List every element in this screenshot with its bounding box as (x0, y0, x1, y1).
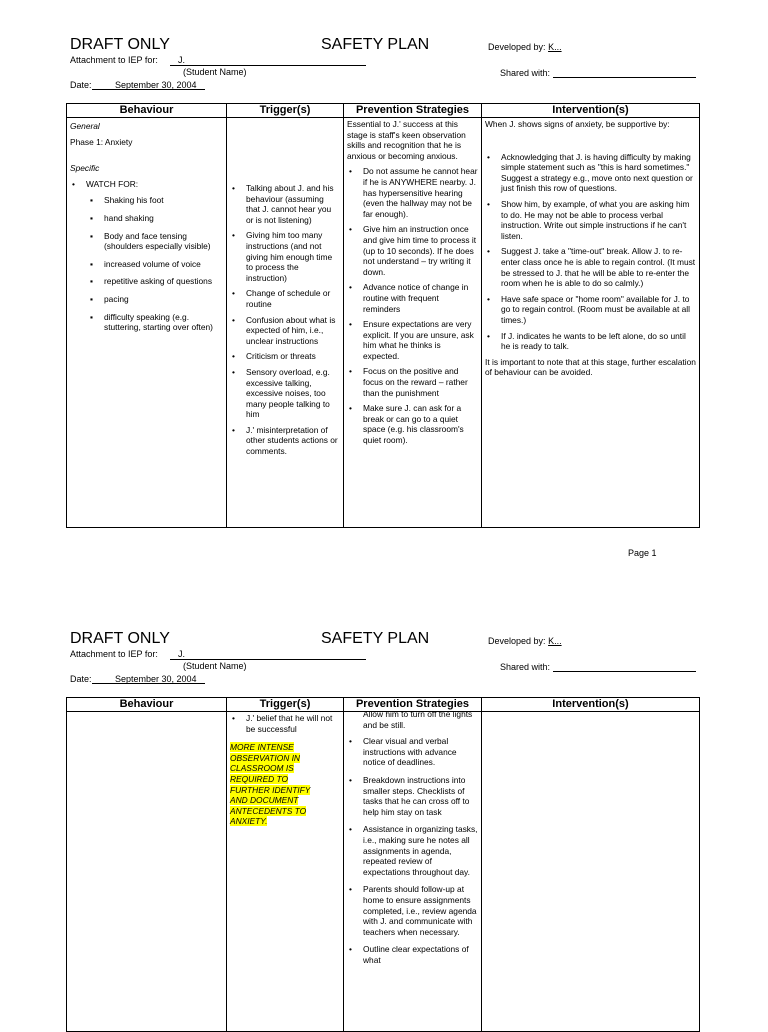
list-item: • Ensure expectations are very explicit. If you are unsure, ask him what he thinks is expected. (347, 319, 478, 361)
page-number: Page 1 (628, 548, 657, 558)
list-item: • Outline clear expectations of what (347, 944, 478, 965)
list-item: • Clear visual and verbal instructions with advance notice of deadlines. (347, 736, 478, 768)
developed-by (488, 636, 562, 646)
list-item: ▪ Shaking his foot (70, 195, 223, 206)
list-item: • Make sure J. can ask for a break or can go to a quiet space (e.g. his classroom's quiet room). (347, 403, 478, 445)
interventions-list (485, 152, 696, 352)
student-name-caption: (Student Name) (183, 661, 247, 671)
list-item: • Give him an instruction once and give him time to process it (up to 10 seconds). If he does not understand – try writing it down. (347, 224, 478, 277)
triggers-list (230, 183, 340, 457)
table-header-row (67, 104, 700, 118)
list-item: • Suggest J. take a "time-out" break. Allow J. to re-enter class once he is able to regain control. (It must be stressed to J. that he will be able to re-enter the room when he is able to do so calmly.) (485, 246, 696, 288)
date-label: Date: (70, 80, 92, 90)
attachment-label: Attachment to IEP for: (70, 55, 158, 65)
prevention-continued: Allow him to turn off the lights and be still. (363, 709, 473, 730)
list-item: • Focus on the positive and focus on the reward – rather than the punishment (347, 366, 478, 398)
draft-label: DRAFT ONLY (70, 630, 170, 647)
developed-by-value: K... (548, 42, 562, 52)
column-header-triggers: Trigger(s) (227, 104, 344, 118)
intervention-intro: When J. shows signs of anxiety, be supportive by: (485, 119, 670, 129)
prevention-cell (344, 118, 482, 528)
developed-by-label: Developed by: (488, 636, 546, 646)
developed-by-label: Developed by: (488, 42, 546, 52)
list-item: ▪ pacing (70, 294, 223, 305)
list-item: ▪ difficulty speaking (e.g. stuttering, starting over often) (70, 312, 223, 333)
triggers-cell (227, 118, 344, 528)
shared-with-label: Shared with: (500, 68, 551, 78)
phase-label: Phase 1: Anxiety (70, 136, 133, 147)
developed-by-value: K... (548, 636, 562, 646)
list-item: ▪ Body and face tensing (shoulders especially visible) (70, 231, 223, 252)
list-item: • J.' belief that he will not be successful (230, 713, 340, 734)
triggers-list (230, 713, 340, 734)
safety-plan-table (66, 697, 700, 1032)
safety-plan-table (66, 103, 700, 528)
list-item: • Talking about J. and his behaviour (assuming that J. cannot hear you or is not listening) (230, 183, 340, 225)
triggers-cell (227, 712, 344, 1032)
date-label: Date: (70, 674, 92, 684)
list-item: ▪ hand shaking (70, 213, 223, 224)
table-row (67, 712, 700, 1032)
prevention-list (347, 736, 478, 965)
observation-note (230, 742, 340, 827)
prevention-intro: Essential to J.' success at this stage is staff's keen observation skills and recognition that he is anxious or becoming anxious. (347, 119, 466, 161)
interventions-cell (482, 712, 700, 1032)
column-header-behaviour: Behaviour (67, 104, 227, 118)
list-item: • WATCH FOR: (70, 179, 223, 190)
list-item: • Show him, by example, of what you are asking him to do. He may not be able to process verbal instruction. Write out simple instructions if he can't listen. (485, 199, 696, 241)
watch-for-list (70, 179, 223, 190)
list-item: • Confusion about what is expected of him, i.e., unclear instructions (230, 315, 340, 347)
list-item: • Criticism or threats (230, 351, 340, 362)
shared-with-line (553, 77, 696, 78)
attachment-value: J. (178, 649, 186, 659)
attachment-line (170, 65, 366, 66)
list-item: ▪ increased volume of voice (70, 259, 223, 270)
date-line (92, 89, 205, 90)
plan-title: SAFETY PLAN (321, 630, 430, 647)
column-header-interventions: Intervention(s) (482, 104, 700, 118)
column-header-prevention: Prevention Strategies (344, 104, 482, 118)
list-item: • Sensory overload, e.g. excessive talking, excessive noises, too many people talking to him (230, 367, 340, 420)
attachment-value: J. (178, 55, 186, 65)
list-item: • Do not assume he cannot hear if he is ANYWHERE nearby. J. has hypersensitive hearing (even the hallway may not be far enough). (347, 166, 478, 219)
list-item: • J.' misinterpretation of other students actions or comments. (230, 425, 340, 457)
highlighted-note: MORE INTENSE OBSERVATION IN CLASSROOM IS REQUIRED TO FURTHER IDENTIFY AND DOCUMENT ANTECEDENTS TO ANXIETY. (230, 742, 311, 827)
behaviour-cell (67, 118, 227, 528)
draft-label: DRAFT ONLY (70, 36, 170, 53)
column-header-behaviour: Behaviour (67, 698, 227, 712)
general-label: General (70, 121, 100, 131)
date-value: September 30, 2004 (115, 674, 197, 684)
list-item: • Have safe space or "home room" available for J. to go to regain control. (Room must be available at all times.) (485, 294, 696, 326)
list-item: ▪ repetitive asking of questions (70, 276, 223, 287)
developed-by (488, 42, 562, 52)
behaviour-cell (67, 712, 227, 1032)
list-item: • Parents should follow-up at home to ensure assignments completed, i.e., review agenda with J. and communicate with teachers when necessary. (347, 884, 478, 937)
list-item: • Giving him too many instructions (and not giving him enough time to process the instruction) (230, 230, 340, 283)
specific-label: Specific (70, 163, 100, 174)
list-item: • Assistance in organizing tasks, i.e., making sure he notes all assignments in agenda, repeated review of expectations throughout day. (347, 824, 478, 877)
prevention-cell (344, 709, 482, 1032)
list-item: • If J. indicates he wants to be left alone, do so until he is ready to talk. (485, 331, 696, 352)
shared-with-label: Shared with: (500, 662, 551, 672)
interventions-cell (482, 118, 700, 528)
page-2 (0, 590, 768, 1024)
list-item: • Advance notice of change in routine with frequent reminders (347, 282, 478, 314)
column-header-triggers: Trigger(s) (227, 698, 344, 712)
attachment-line (170, 659, 366, 660)
prevention-list (347, 166, 478, 445)
behaviour-signs-list (70, 195, 223, 332)
table-row (67, 118, 700, 528)
date-value: September 30, 2004 (115, 80, 197, 90)
list-item: • Breakdown instructions into smaller steps. Checklists of tasks that he can cross off to help him stay on task (347, 775, 478, 817)
intervention-outro: It is important to note that at this stage, further escalation of behaviour can be avoided. (485, 356, 696, 378)
plan-title: SAFETY PLAN (321, 36, 430, 53)
date-line (92, 683, 205, 684)
student-name-caption: (Student Name) (183, 67, 247, 77)
column-header-prevention: Prevention Strategies (344, 698, 482, 712)
list-item: • Acknowledging that J. is having difficulty by making simple statement such as "this is hard sometimes." Suggest a strategy e.g., move onto next question or just finish this row of questions. (485, 152, 696, 194)
attachment-label: Attachment to IEP for: (70, 649, 158, 659)
list-item: • Change of schedule or routine (230, 288, 340, 309)
column-header-interventions: Intervention(s) (482, 698, 700, 712)
shared-with-line (553, 671, 696, 672)
